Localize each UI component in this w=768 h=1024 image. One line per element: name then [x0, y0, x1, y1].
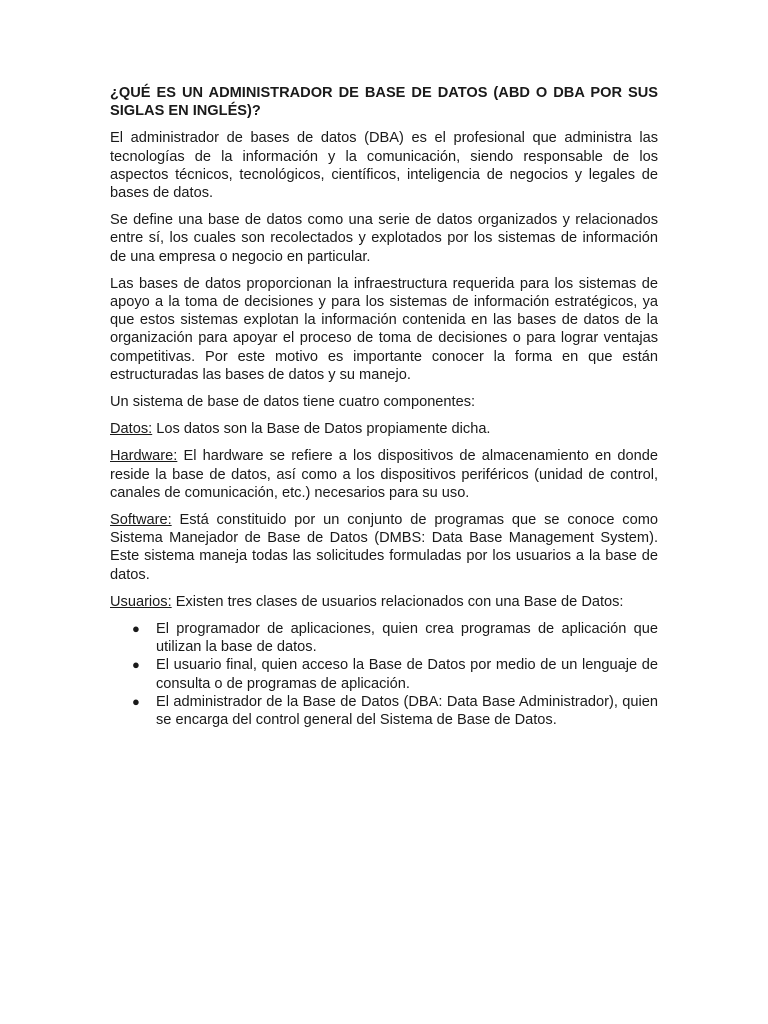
- component-description: Está constituido por un conjunto de programas que se conoce como Sistema Manejador de Base de Datos (DMBS: Data Base Management System). Este sistema maneja todas las solicitudes formuladas por los usuarios a la base de datos.: [110, 512, 658, 583]
- paragraph-dba-definition: El administrador de bases de datos (DBA) es el profesional que administra las tecnologías de la información y la comunicación, siendo responsable de los aspectos técnicos, tecnológicos, científicos, inteligencia de negocios y legales de bases de datos.: [110, 130, 658, 202]
- bullet-icon: ●: [132, 693, 140, 709]
- document-page: [110, 84, 658, 729]
- component-term: Hardware:: [110, 448, 178, 465]
- component-software: [110, 511, 658, 584]
- component-hardware: [110, 447, 658, 502]
- paragraph-infrastructure: Las bases de datos proporcionan la infraestructura requerida para los sistemas de apoyo a la toma de decisiones y para los sistemas de información estratégicos, ya que estos sistemas explotan la información contenida en las bases de datos de la organización para apoyar el proceso de toma de decisiones o para lograr ventajas competitivas. Por este motivo es importante conocer la forma en que están estructuradas las bases de datos y su manejo.: [110, 275, 658, 383]
- paragraph-database-definition: Se define una base de datos como una serie de datos organizados y relacionados entre sí, los cuales son recolectados y explotados por los sistemas de información de una empresa o negocio en particular.: [110, 212, 658, 265]
- list-item: [110, 656, 658, 692]
- list-item-text: El programador de aplicaciones, quien crea programas de aplicación que utilizan la base de datos.: [156, 621, 658, 656]
- component-description: Existen tres clases de usuarios relacionados con una Base de Datos:: [171, 593, 624, 610]
- user-types-list: [110, 620, 658, 729]
- list-item: [110, 693, 658, 729]
- component-description: Los datos son la Base de Datos propiamente dicha.: [152, 421, 491, 438]
- bullet-icon: ●: [132, 657, 140, 673]
- component-term: Usuarios:: [110, 593, 172, 610]
- component-datos: [110, 420, 658, 438]
- component-description: El hardware se refiere a los dispositivos de almacenamiento en donde reside la base de datos, así como a los dispositivos periféricos (unidad de control, canales de comunicación, etc.) necesarios para su uso.: [110, 448, 658, 501]
- component-usuarios: [110, 593, 658, 611]
- component-term: Datos:: [110, 421, 153, 438]
- list-item-text: El usuario final, quien acceso la Base de Datos por medio de un lenguaje de consulta o de programas de aplicación.: [156, 657, 658, 692]
- component-term: Software:: [110, 512, 172, 529]
- bullet-icon: ●: [132, 621, 140, 637]
- list-item-text: El administrador de la Base de Datos (DBA: Data Base Administrador), quien se encarga del control general del Sistema de Base de Datos.: [156, 693, 658, 729]
- paragraph-components-intro: Un sistema de base de datos tiene cuatro componentes:: [110, 394, 476, 411]
- list-item: [110, 620, 658, 656]
- document-title: ¿QUÉ ES UN ADMINISTRADOR DE BASE DE DATOS (ABD O DBA POR SUS SIGLAS EN INGLÉS)?: [110, 85, 658, 120]
